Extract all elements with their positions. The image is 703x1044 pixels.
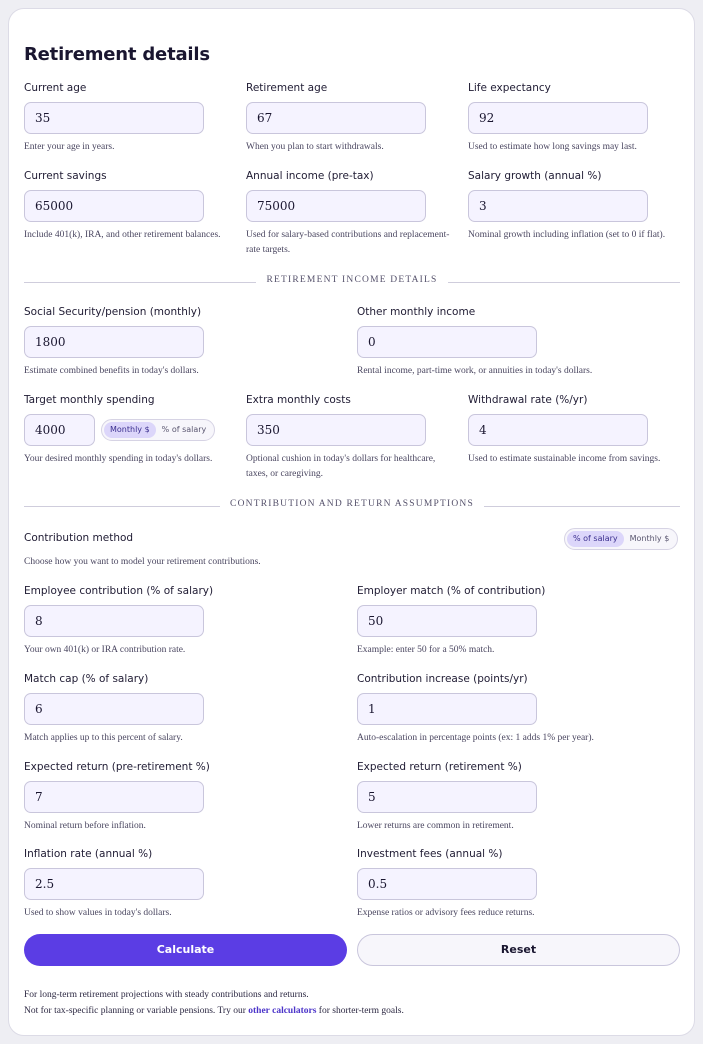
contribution-method-help: Choose how you want to model your retirement contributions. <box>24 557 261 567</box>
footer-line2-prefix: Not for tax-specific planning or variable pensions. Try our <box>24 1006 249 1016</box>
other-income-help: Rental income, part-time work, or annuities in today's dollars. <box>357 366 593 376</box>
footer-line2-suffix: for shorter-term goals. <box>316 1006 404 1016</box>
life-expectancy-help: Used to estimate how long savings may last. <box>468 142 637 152</box>
extra-costs-label: Extra monthly costs <box>246 394 351 406</box>
retirement-form-card <box>8 8 695 1036</box>
match-cap-help: Match applies up to this percent of salary. <box>24 733 183 743</box>
current-age-help: Enter your age in years. <box>24 142 115 152</box>
other-income-input[interactable]: 0 <box>357 326 537 358</box>
spending-mode-toggle <box>101 419 215 441</box>
spending-mode-monthly-option[interactable]: Monthly $ <box>104 422 156 438</box>
return-post-help: Lower returns are common in retirement. <box>357 821 514 831</box>
life-expectancy-input[interactable]: 92 <box>468 102 648 134</box>
other-income-label: Other monthly income <box>357 306 476 318</box>
retirement-age-help: When you plan to start withdrawals. <box>246 142 384 152</box>
target-spending-help: Your desired monthly spending in today's dollars. <box>24 454 213 464</box>
section-divider-assumptions <box>24 499 680 513</box>
current-savings-help: Include 401(k), IRA, and other retirement balances. <box>24 230 221 240</box>
social-security-label: Social Security/pension (monthly) <box>24 306 202 318</box>
current-savings-input[interactable]: 65000 <box>24 190 204 222</box>
target-spending-input[interactable]: 4000 <box>24 414 95 446</box>
contribution-method-label: Contribution method <box>24 532 134 544</box>
withdrawal-rate-help: Used to estimate sustainable income from savings. <box>468 454 661 464</box>
life-expectancy-label: Life expectancy <box>468 82 551 94</box>
fees-help: Expense ratios or advisory fees reduce returns. <box>357 908 535 918</box>
spending-mode-percent-option[interactable]: % of salary <box>161 425 207 434</box>
calculate-button[interactable]: Calculate <box>24 934 347 966</box>
section-title-income: RETIREMENT INCOME DETAILS <box>256 275 447 285</box>
contribution-increase-input[interactable]: 1 <box>357 693 537 725</box>
target-spending-label: Target monthly spending <box>24 394 155 406</box>
current-age-label: Current age <box>24 82 87 94</box>
return-pre-input[interactable]: 7 <box>24 781 204 813</box>
fees-input[interactable]: 0.5 <box>357 868 537 900</box>
annual-income-help-line2: rate targets. <box>246 245 291 255</box>
annual-income-label: Annual income (pre-tax) <box>246 170 374 182</box>
salary-growth-label: Salary growth (annual %) <box>468 170 602 182</box>
return-post-label: Expected return (retirement %) <box>357 761 522 773</box>
annual-income-input[interactable]: 75000 <box>246 190 426 222</box>
page-title: Retirement details <box>24 44 210 65</box>
other-calculators-link[interactable]: other calculators <box>248 1006 317 1016</box>
employee-contribution-label: Employee contribution (% of salary) <box>24 585 214 597</box>
match-cap-label: Match cap (% of salary) <box>24 673 149 685</box>
extra-costs-help-line2: taxes, or caregiving. <box>246 469 324 479</box>
return-pre-help: Nominal return before inflation. <box>24 821 146 831</box>
inflation-label: Inflation rate (annual %) <box>24 848 153 860</box>
withdrawal-rate-input[interactable]: 4 <box>468 414 648 446</box>
retirement-age-label: Retirement age <box>246 82 328 94</box>
inflation-help: Used to show values in today's dollars. <box>24 908 172 918</box>
salary-growth-input[interactable]: 3 <box>468 190 648 222</box>
contribution-method-toggle <box>564 528 678 550</box>
extra-costs-input[interactable]: 350 <box>246 414 426 446</box>
annual-income-help-line1: Used for salary-based contributions and replacement- <box>246 230 450 240</box>
contribution-method-percent-option[interactable]: % of salary <box>567 531 624 547</box>
employer-match-help: Example: enter 50 for a 50% match. <box>357 645 495 655</box>
section-divider-income <box>24 275 680 289</box>
contribution-increase-label: Contribution increase (points/yr) <box>357 673 528 685</box>
inflation-input[interactable]: 2.5 <box>24 868 204 900</box>
extra-costs-help-line1: Optional cushion in today's dollars for healthcare, <box>246 454 436 464</box>
contribution-increase-help: Auto-escalation in percentage points (ex: 1 adds 1% per year). <box>357 733 594 743</box>
employee-contribution-input[interactable]: 8 <box>24 605 204 637</box>
footer-note-line2 <box>24 1006 404 1016</box>
current-age-input[interactable]: 35 <box>24 102 204 134</box>
salary-growth-help: Nominal growth including inflation (set to 0 if flat). <box>468 230 666 240</box>
social-security-help: Estimate combined benefits in today's dollars. <box>24 366 199 376</box>
employer-match-input[interactable]: 50 <box>357 605 537 637</box>
footer-note-line1: For long-term retirement projections with steady contributions and returns. <box>24 990 309 1000</box>
fees-label: Investment fees (annual %) <box>357 848 503 860</box>
section-title-assumptions: CONTRIBUTION AND RETURN ASSUMPTIONS <box>220 499 484 509</box>
contribution-method-monthly-option[interactable]: Monthly $ <box>629 534 670 543</box>
return-post-input[interactable]: 5 <box>357 781 537 813</box>
retirement-age-input[interactable]: 67 <box>246 102 426 134</box>
current-savings-label: Current savings <box>24 170 107 182</box>
employer-match-label: Employer match (% of contribution) <box>357 585 546 597</box>
employee-contribution-help: Your own 401(k) or IRA contribution rate. <box>24 645 186 655</box>
withdrawal-rate-label: Withdrawal rate (%/yr) <box>468 394 588 406</box>
social-security-input[interactable]: 1800 <box>24 326 204 358</box>
return-pre-label: Expected return (pre-retirement %) <box>24 761 210 773</box>
match-cap-input[interactable]: 6 <box>24 693 204 725</box>
reset-button[interactable]: Reset <box>357 934 680 966</box>
